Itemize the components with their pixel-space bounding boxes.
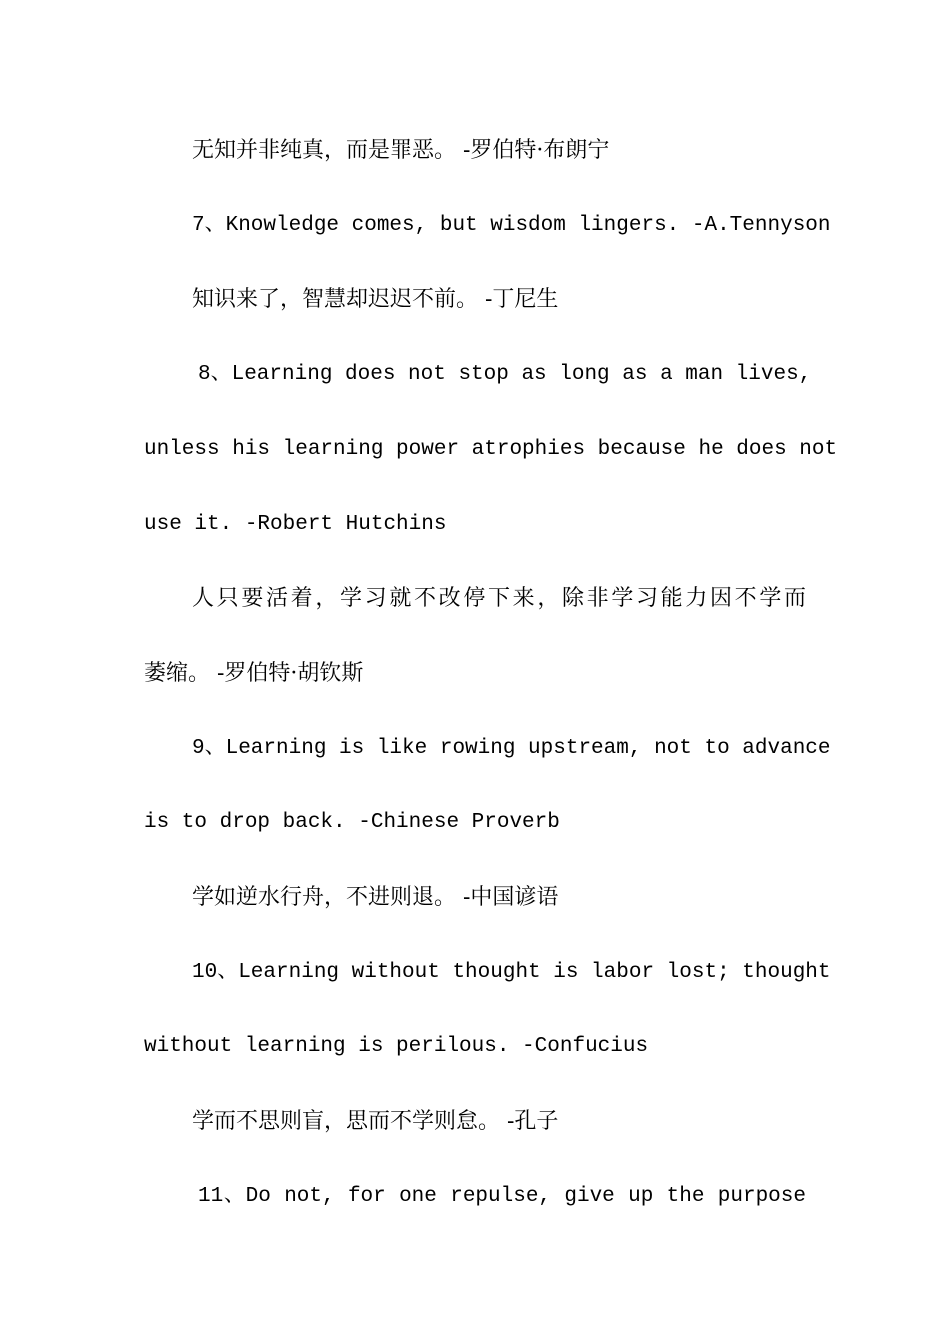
quote-11-english-line-1: 11、Do not, for one repulse, give up the purpose (198, 1185, 806, 1208)
quote-10-english-line-1: 10、Learning without thought is labor lost; thought (192, 961, 831, 984)
quote-7-english: 7、Knowledge comes, but wisdom lingers. -A.Tennyson (192, 214, 831, 237)
quote-8-english-line-1: 8、Learning does not stop as long as a man lives, (198, 363, 812, 386)
quote-8-english-line-3: use it. -Robert Hutchins (144, 513, 447, 536)
chinese-quote-6-translation: 无知并非纯真，而是罪恶。 -罗伯特·布朗宁 (192, 138, 610, 163)
quote-8-english-line-2: unless his learning power atrophies because he does not (144, 438, 838, 461)
chinese-quote-9-translation: 学如逆水行舟，不进则退。 -中国谚语 (192, 885, 559, 910)
chinese-quote-8-translation-line-2: 萎缩。 -罗伯特·胡钦斯 (144, 661, 364, 686)
chinese-quote-7-translation: 知识来了，智慧却迟迟不前。 -丁尼生 (192, 287, 559, 312)
quote-10-english-line-2: without learning is perilous. -Confucius (144, 1035, 649, 1058)
chinese-quote-8-translation-line-1: 人只要活着，学习就不改停下来，除非学习能力因不学而 (192, 586, 806, 611)
chinese-quote-10-translation: 学而不思则盲，思而不学则怠。 -孔子 (192, 1109, 559, 1134)
quote-9-english-line-1: 9、Learning is like rowing upstream, not to advance (192, 737, 831, 760)
quote-9-english-line-2: is to drop back. -Chinese Proverb (144, 811, 560, 834)
